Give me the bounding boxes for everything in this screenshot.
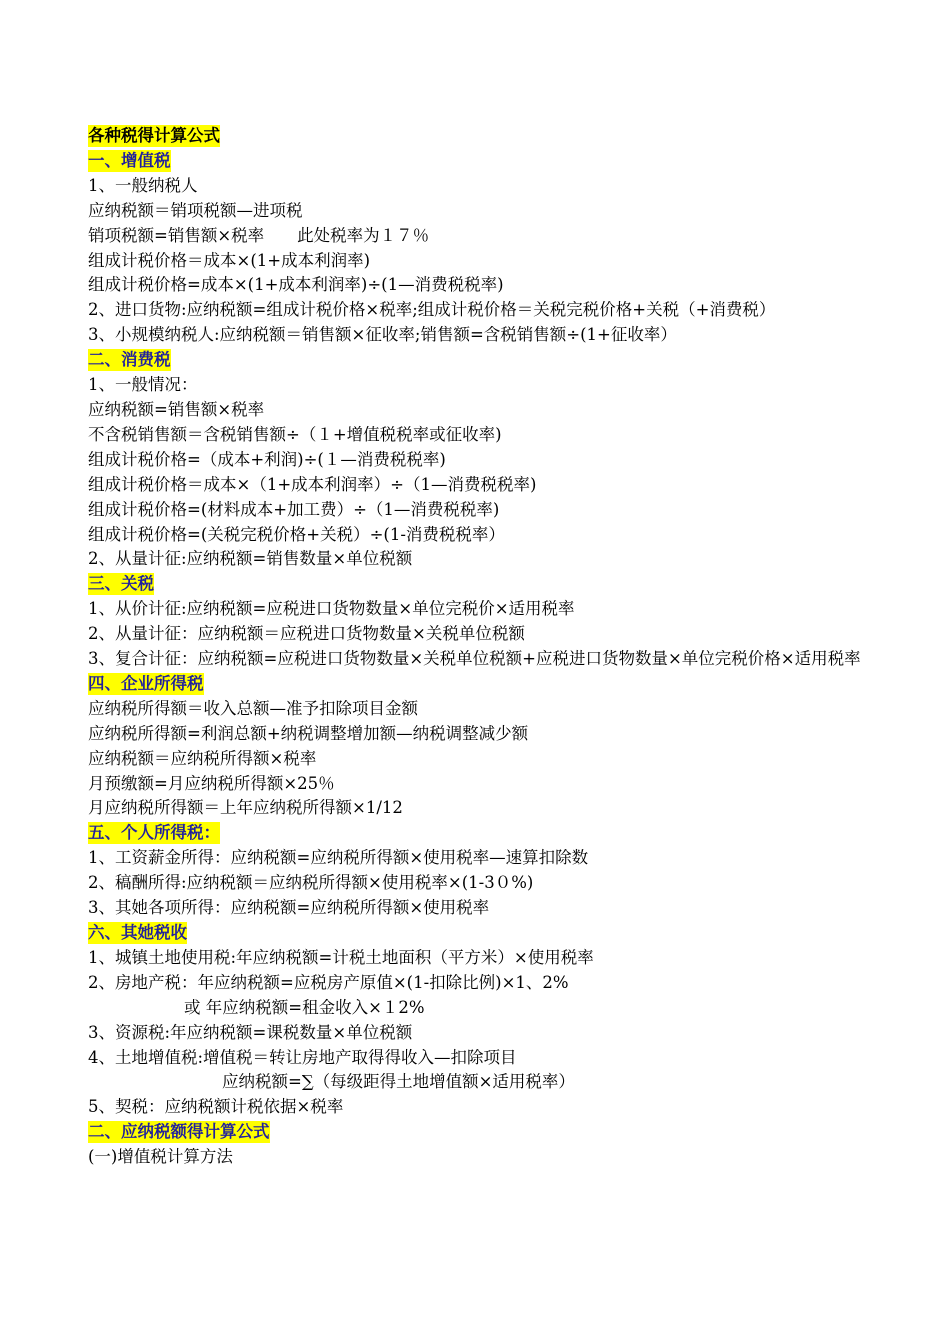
text-line: 月应纳税所得额＝上年应纳税所得额×1/12 (88, 798, 403, 818)
text-line: 4、土地增值税:增值税＝转让房地产取得得收入—扣除项目 (88, 1047, 517, 1067)
section-heading-line (88, 672, 888, 697)
section-heading: 一、增值税 (88, 150, 171, 170)
text-line: 2、进口货物:应纳税额=组成计税价格×税率;组成计税价格＝关税完税价格+关税（+消费税） (88, 300, 776, 320)
document-body (88, 124, 888, 1170)
section-heading-line (88, 572, 888, 597)
section-heading: 六、其她税收 (88, 923, 187, 942)
section-heading: 二、消费税 (88, 350, 171, 370)
text-line: 应纳税所得额＝收入总额—准予扣除项目金额 (88, 698, 418, 718)
text-line: 组成计税价格=(关税完税价格+关税）÷(1-消费税税率） (88, 524, 505, 544)
text-line: 或 年应纳税额=租金收入×１2% (184, 997, 425, 1017)
text-line: 3、其她各项所得：应纳税额=应纳税所得额×使用税率 (88, 898, 490, 918)
text-line: 1、一般纳税人 (88, 175, 198, 195)
section-heading-line (88, 921, 888, 946)
text-line: 月预缴额=月应纳税所得额×25％ (88, 773, 335, 793)
text-line: 2、从量计征：应纳税额＝应税进口货物数量×关税单位税额 (88, 624, 525, 644)
text-line: 组成计税价格=（成本+利润)÷(１—消费税税率) (88, 449, 446, 469)
section-heading: 四、企业所得税 (88, 673, 204, 693)
text-line: 组成计税价格＝成本×（1+成本利润率）÷（1—消费税税率) (88, 474, 537, 494)
text-line: 1、从价计征:应纳税额=应税进口货物数量×单位完税价×适用税率 (88, 599, 575, 619)
text-line: 3、复合计征：应纳税额=应税进口货物数量×关税单位税额+应税进口货物数量×单位完税价格×适用税率 (88, 649, 861, 669)
section-heading: 五、个人所得税： (88, 823, 220, 843)
text-line: 3、小规模纳税人:应纳税额＝销售额×征收率;销售额=含税销售额÷(1+征收率） (88, 325, 677, 345)
text-line: 3、资源税:年应纳税额=课税数量×单位税额 (88, 1022, 413, 1042)
text-line: 组成计税价格=(材料成本+加工费）÷（1—消费税税率) (88, 499, 500, 519)
section-heading-line (88, 821, 888, 846)
text-line: 2、房地产税：年应纳税额=应税房产原值×(1-扣除比例)×1、2% (88, 972, 569, 992)
text-line: 应纳税额=销售额×税率 (88, 399, 265, 419)
text-line: 1、一般情况： (88, 375, 198, 395)
section-heading: 三、关税 (88, 574, 154, 594)
text-line: 应纳税额＝销项税额—进项税 (88, 200, 303, 220)
section-heading-line (88, 149, 888, 174)
text-line: 不含税销售额＝含税销售额÷（１+增值税税率或征收率) (88, 424, 502, 444)
text-line: 2、稿酬所得:应纳税额＝应纳税所得额×使用税率×(1-3０%) (88, 873, 534, 893)
text-line: 1、城镇土地使用税:年应纳税额=计税土地面积（平方米）×使用税率 (88, 947, 594, 967)
text-line: (一)增值税计算方法 (88, 1147, 233, 1167)
text-line: 组成计税价格=成本×(1+成本利润率)÷(1—消费税税率) (88, 275, 504, 295)
text-line: 应纳税额=∑（每级距得土地增值额×适用税率） (222, 1072, 575, 1092)
text-line: 2、从量计征:应纳税额=销售数量×单位税额 (88, 549, 413, 569)
text-line: 销项税额=销售额×税率 此处税率为１７％ (88, 225, 430, 245)
text-line: 应纳税额＝应纳税所得额×税率 (88, 748, 317, 768)
text-line: 应纳税所得额=利润总额+纳税调整增加额—纳税调整减少额 (88, 723, 529, 743)
document-title: 各种税得计算公式 (88, 126, 220, 145)
section-heading-line (88, 1120, 888, 1145)
title-line (88, 124, 888, 149)
section-heading-line (88, 348, 888, 373)
text-line: 组成计税价格＝成本×(1+成本利润率) (88, 250, 371, 270)
section-heading: 二、应纳税额得计算公式 (88, 1122, 270, 1142)
text-line: 1、工资薪金所得：应纳税额=应纳税所得额×使用税率—速算扣除数 (88, 848, 589, 868)
text-line: 5、契税：应纳税额计税依据×税率 (88, 1097, 344, 1117)
